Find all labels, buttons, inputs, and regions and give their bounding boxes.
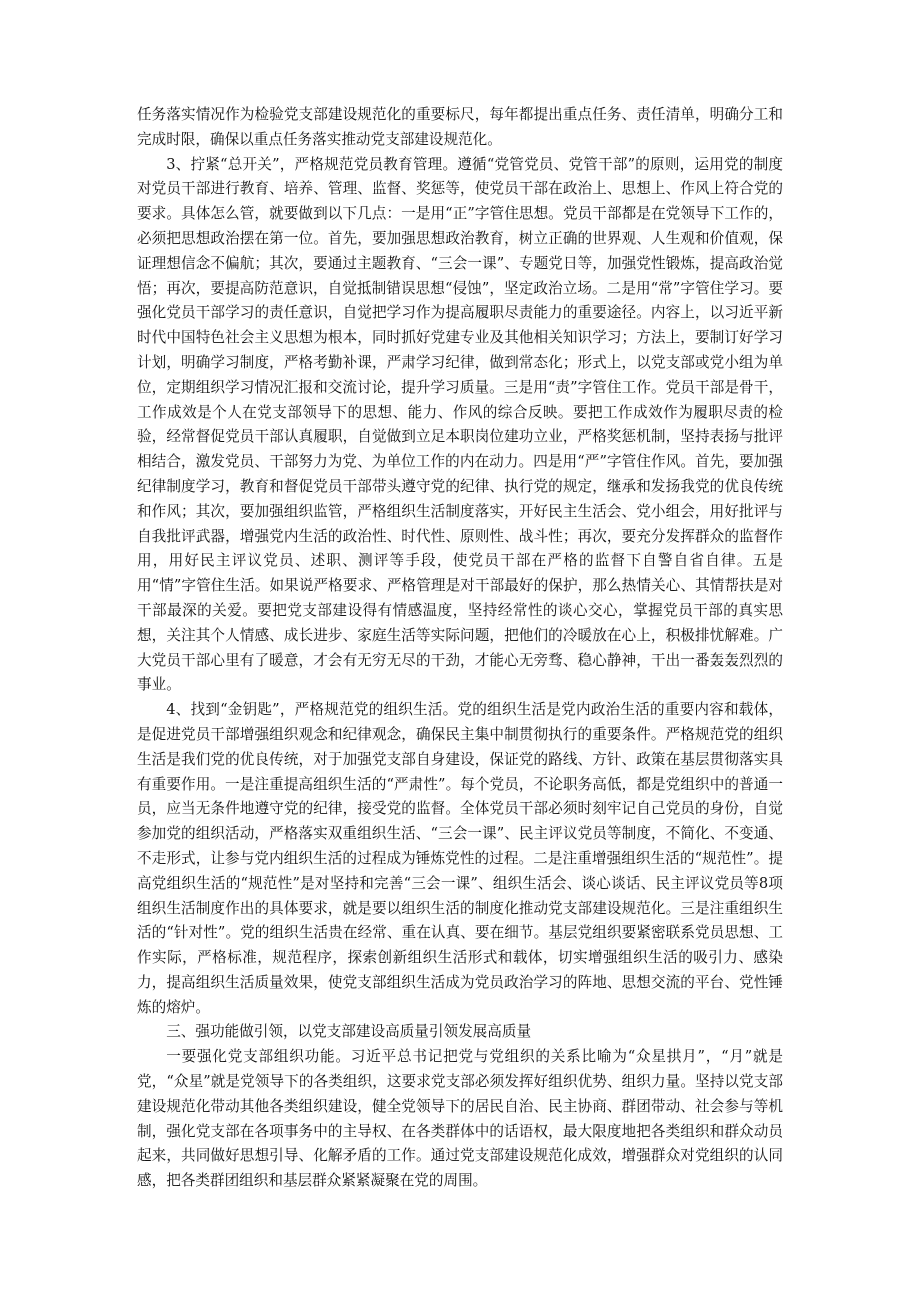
section-heading-3: 三、强功能做引领，以党支部建设高质量引领发展高质量: [166, 1023, 532, 1041]
paragraph-item-3: 3、拧紧“总开关”，严格规范党员教育管理。遵循“党管党员、党管干部”的原则，运用党的制度对党员干部进行教育、培养、管理、监督、奖惩等，使党员干部在政治上、思想上、作风上符合党的要求。具体怎么管，就要做到以下几点：一是用“正”字管住思想。党员干部都是在党领导下工作的，必须把思想政治摆在第一位。首先，要加强思想政治教育，树立正确的世界观、人生观和价值观，保证理想信念不偏航；其次，要通过主题教育、“三会一课”、专题党日等，加强党性锻炼，提高政治觉悟；再次，要提高防范意识，自觉抵制错误思想“侵蚀”，坚定政治立场。二是用“常”字管住学习。要强化党员干部学习的责任意识，自觉把学习作为提高履职尽责能力的重要途径。内容上，以习近平新时代中国特色社会主义思想为根本，同时抓好党建专业及其他相关知识学习；方法上，要制订好学习计划，明确学习制度，严格考勤补课，严肃学习纪律，做到常态化；形式上，以党支部或党小组为单位，定期组织学习情况汇报和交流讨论，提升学习质量。三是用“责”字管住工作。党员干部是骨干，工作成效是个人在党支部领导下的思想、能力、作风的综合反映。要把工作成效作为履职尽责的检验，经常督促党员干部认真履职，自觉做到立足本职岗位建功立业，严格奖惩机制，坚持表扬与批评相结合，激发党员、干部努力为党、为单位工作的内在动力。四是用“严”字管住作风。首先，要加强纪律制度学习，教育和督促党员干部带头遵守党的纪律、执行党的规定，继承和发扬我党的优良传统和作风；其次，要加强组织监管，严格组织生活制度落实，开好民主生活会、党小组会，用好批评与自我批评武器，增强党内生活的政治性、时代性、原则性、战斗性；再次，要充分发挥群众的监督作用，用好民主评议党员、述职、测评等手段，使党员干部在严格的监督下自警自省自律。五是用“情”字管住生活。如果说严格要求、严格管理是对干部最好的保护，那么热情关心、其情帮扶是对干部最深的关爱。要把党支部建设得有情感温度，坚持经常性的谈心交心，掌握党员干部的真实思想，关注其个人情感、成长进步、家庭生活等实际问题，把他们的冷暖放在心上，积极排忧解难。广大党员干部心里有了暖意，才会有无穷无尽的干劲，才能心无旁骛、稳心静神，干出一番轰轰烈烈的事业。: [137, 155, 783, 694]
paragraph-continuation: 任务落实情况作为检验党支部建设规范化的重要标尺，每年都提出重点任务、责任清单，明确分工和完成时限，确保以重点任务落实推动党支部建设规范化。: [137, 106, 783, 148]
document-body: [137, 103, 783, 1194]
paragraph-item-4: 4、找到“金钥匙”，严格规范党的组织生活。党的组织生活是党内政治生活的重要内容和载体，是促进党员干部增强组织观念和纪律观念，确保民主集中制贯彻执行的重要条件。严格规范党的组织生活是我们党的优良传统，对于加强党支部自身建设，保证党的路线、方针、政策在基层贯彻落实具有重要作用。一是注重提高组织生活的“严肃性”。每个党员，不论职务高低，都是党组织中的普通一员，应当无条件地遵守党的纪律，接受党的监督。全体党员干部必须时刻牢记自己党员的身份，自觉参加党的组织活动，严格落实双重组织生活、“三会一课”、民主评议党员等制度，不简化、不变通、不走形式，让参与党内组织生活的过程成为锤炼党性的过程。二是注重增强组织生活的“规范性”。提高党组织生活的“规范性”是对坚持和完善“三会一课”、组织生活会、谈心谈话、民主评议党员等8项组织生活制度作出的具体要求，就是要以组织生活的制度化推动党支部建设规范化。三是注重组织生活的“针对性”。党的组织生活贵在经常、重在认真、要在细节。基层党组织要紧密联系党员思想、工作实际，严格标准，规范程序，探索创新组织生活形式和载体，切实增强组织生活的吸引力、感染力，提高组织生活质量效果，使党支部组织生活成为党员政治学习的阵地、思想交流的平台、党性锤炼的熔炉。: [137, 701, 783, 1016]
paragraph-section-3-intro: 一要强化党支部组织功能。习近平总书记把党与党组织的关系比喻为“众星拱月”，“月”就是党，“众星”就是党领导下的各类组织，这要求党支部必须发挥好组织优势、组织力量。坚持以党支部建设规范化带动其他各类组织建设，健全党领导下的居民自治、民主协商、群团带动、社会参与等机制，强化党支部在各项事务中的主导权、在各类群体中的话语权，最大限度地把各类组织和群众动员起来，共同做好思想引导、化解矛盾的工作。通过党支部建设规范化成效，增强群众对党组织的认同感，把各类群团组织和基层群众紧紧凝聚在党的周围。: [137, 1048, 783, 1190]
